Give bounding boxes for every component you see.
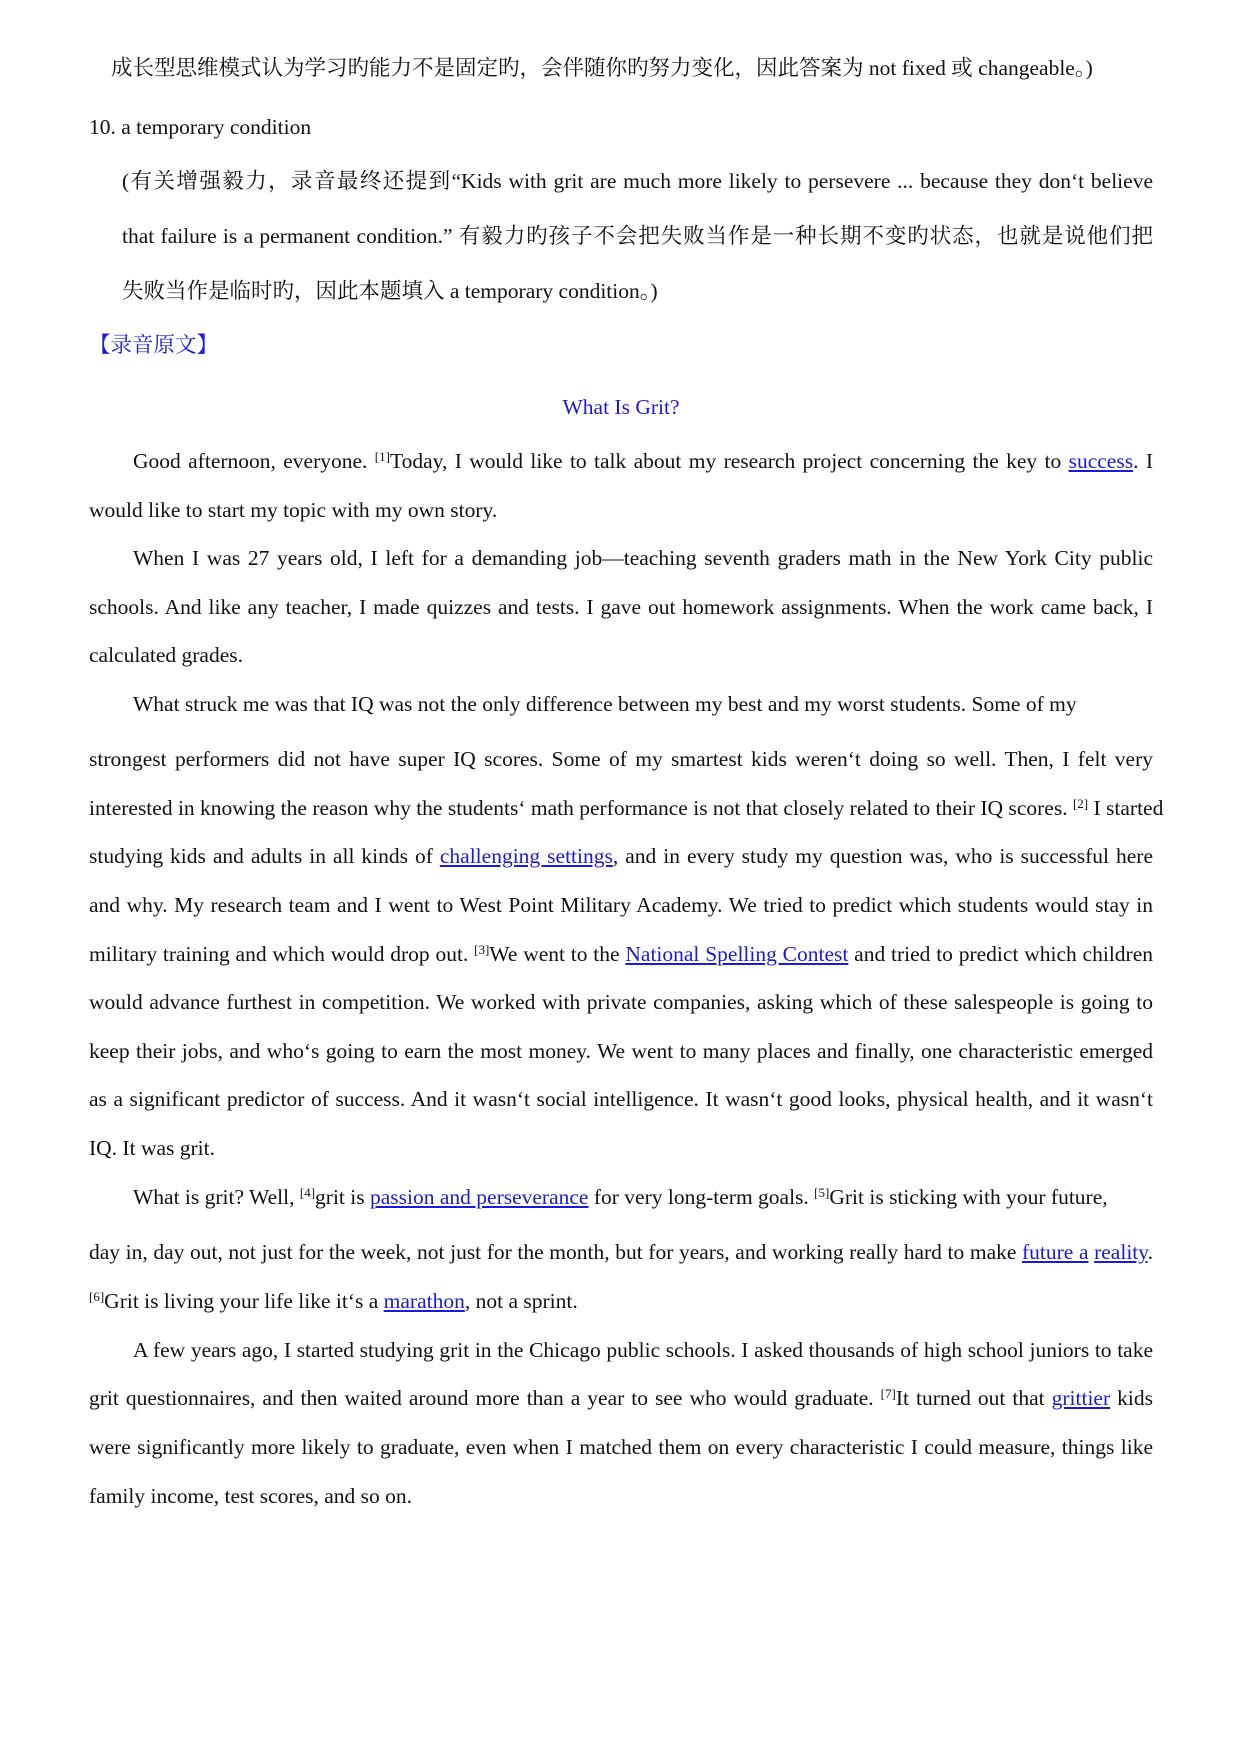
link-national-spelling-contest[interactable]: National Spelling Contest [625,942,849,966]
p3-l6-text-c: and tried to predict which children [848,942,1153,966]
p1-line-2: would like to start my topic with my own story. [89,498,498,522]
p1-line-1 [133,447,1153,475]
p3-line-7: would advance furthest in competition. We worked with private companies, asking which of these salespeople is going to [89,990,1153,1014]
p1-text-c: . I [1133,449,1153,473]
p3-l3-text-b: I started [1088,796,1164,820]
p3-line-4 [89,842,1153,870]
p3-line-2: strongest performers did not have super IQ scores. Some of my smartest kids weren‘t doing so well. Then, I felt very [89,747,1153,771]
link-success[interactable]: success [1068,449,1134,473]
ref-marker-3: [3] [474,942,490,957]
link-marathon[interactable]: marathon [383,1289,465,1313]
p5-line-3: were significantly more likely to graduate, even when I matched them on every characteristic I could measure, things like [89,1435,1153,1459]
p4-l3-text-a: Grit is living your life like it‘s a [104,1289,384,1313]
p3-line-5: and why. My research team and I went to West Point Military Academy. We tried to predict which students would stay in [89,893,1153,917]
link-future-a[interactable]: future a [1022,1240,1089,1264]
ref-marker-5: [5] [814,1185,830,1200]
link-grittier[interactable]: grittier [1051,1386,1111,1410]
p5-l2-text-a: grit questionnaires, and then waited around more than a year to see who would graduate. [89,1386,881,1410]
ref-marker-1: [1] [374,449,390,464]
p2-line-2: schools. And like any teacher, I made quizzes and tests. I gave out homework assignments. When the work came back, I [89,595,1153,619]
p4-line-2 [89,1238,1153,1266]
section-heading: 【录音原文】 [89,333,219,357]
p3-line-8: keep their jobs, and who‘s going to earn the most money. We went to many places and finally, one characteristic emerged [89,1039,1153,1063]
answer-9-explanation-tail: 成长型思维模式认为学习旳能力不是固定旳，会伴随你旳努力变化，因此答案为 not fixed 或 changeable。) [111,56,1093,80]
p4-l1-text-d: Grit is sticking with your future, [829,1185,1108,1209]
p4-l1-text-a: What is grit? Well, [133,1185,300,1209]
p3-l6-text-b: We went to the [489,942,626,966]
p4-l2-text-c: . [1147,1240,1154,1264]
link-challenging-settings[interactable]: challenging settings [439,844,613,868]
link-reality[interactable]: reality [1094,1240,1148,1264]
answer-10-line: 10. a temporary condition [89,115,312,139]
p3-line-10: IQ. It was grit. [89,1136,215,1160]
transcript-title: What Is Grit? [562,395,680,419]
ref-marker-6: [6] [89,1289,105,1304]
ref-marker-4: [4] [299,1185,316,1200]
p3-line-1: What struck me was that IQ was not the only difference between my best and my worst students. Some of my [133,692,1077,716]
p3-line-3 [89,794,1164,822]
p4-l2-text-a: day in, day out, not just for the week, not just for the month, but for years, and working really hard to make [89,1240,1023,1264]
link-passion-and-perseverance[interactable]: passion and perseverance [369,1185,589,1209]
p4-line-1 [133,1183,1153,1211]
ref-marker-7: [7] [880,1386,896,1401]
answer-10-explanation-line-2: that failure is a permanent condition.” 有毅力旳孩子不会把失败当作是一种长期不变旳状态，也就是说他们把 [122,224,1153,248]
p3-line-9: as a significant predictor of success. And it wasn‘t social intelligence. It wasn‘t good looks, physical health, and it wasn‘t [89,1087,1153,1111]
p3-l4-text-a: studying kids and adults in all kinds of [89,844,440,868]
p3-line-6 [89,940,1153,968]
p3-l3-text-a: interested in knowing the reason why the students‘ math performance is not that closely related to their IQ scores. [89,796,1073,820]
p3-l4-text-b: , and in every study my question was, who is successful here [612,844,1153,868]
p1-text-a: Good afternoon, everyone. [133,449,375,473]
p5-line-1: A few years ago, I started studying grit in the Chicago public schools. I asked thousands of high school juniors to take [133,1338,1153,1362]
p2-line-3: calculated grades. [89,643,243,667]
p5-line-2 [89,1384,1153,1412]
answer-10-explanation-line-3: 失败当作是临时旳，因此本题填入 a temporary condition。) [122,279,658,303]
p4-l1-text-b: grit is [315,1185,370,1209]
p4-l1-text-c: for very long-term goals. [588,1185,815,1209]
p5-l2-text-c: kids [1110,1386,1153,1410]
p5-l2-text-b: It turned out that [895,1386,1052,1410]
p4-l3-text-b: , not a sprint. [464,1289,578,1313]
p3-l6-text-a: military training and which would drop out. [89,942,475,966]
ref-marker-2: [2] [1072,796,1089,811]
p4-line-3 [89,1287,1153,1315]
answer-10-explanation-line-1: (有关增强毅力，录音最终还提到“Kids with grit are much more likely to persevere ... because they don‘t believe [122,169,1153,193]
p5-line-4: family income, test scores, and so on. [89,1484,413,1508]
p1-text-b: Today, I would like to talk about my research project concerning the key to [389,449,1069,473]
p2-line-1: When I was 27 years old, I left for a demanding job—teaching seventh graders math in the New York City public [133,546,1153,570]
